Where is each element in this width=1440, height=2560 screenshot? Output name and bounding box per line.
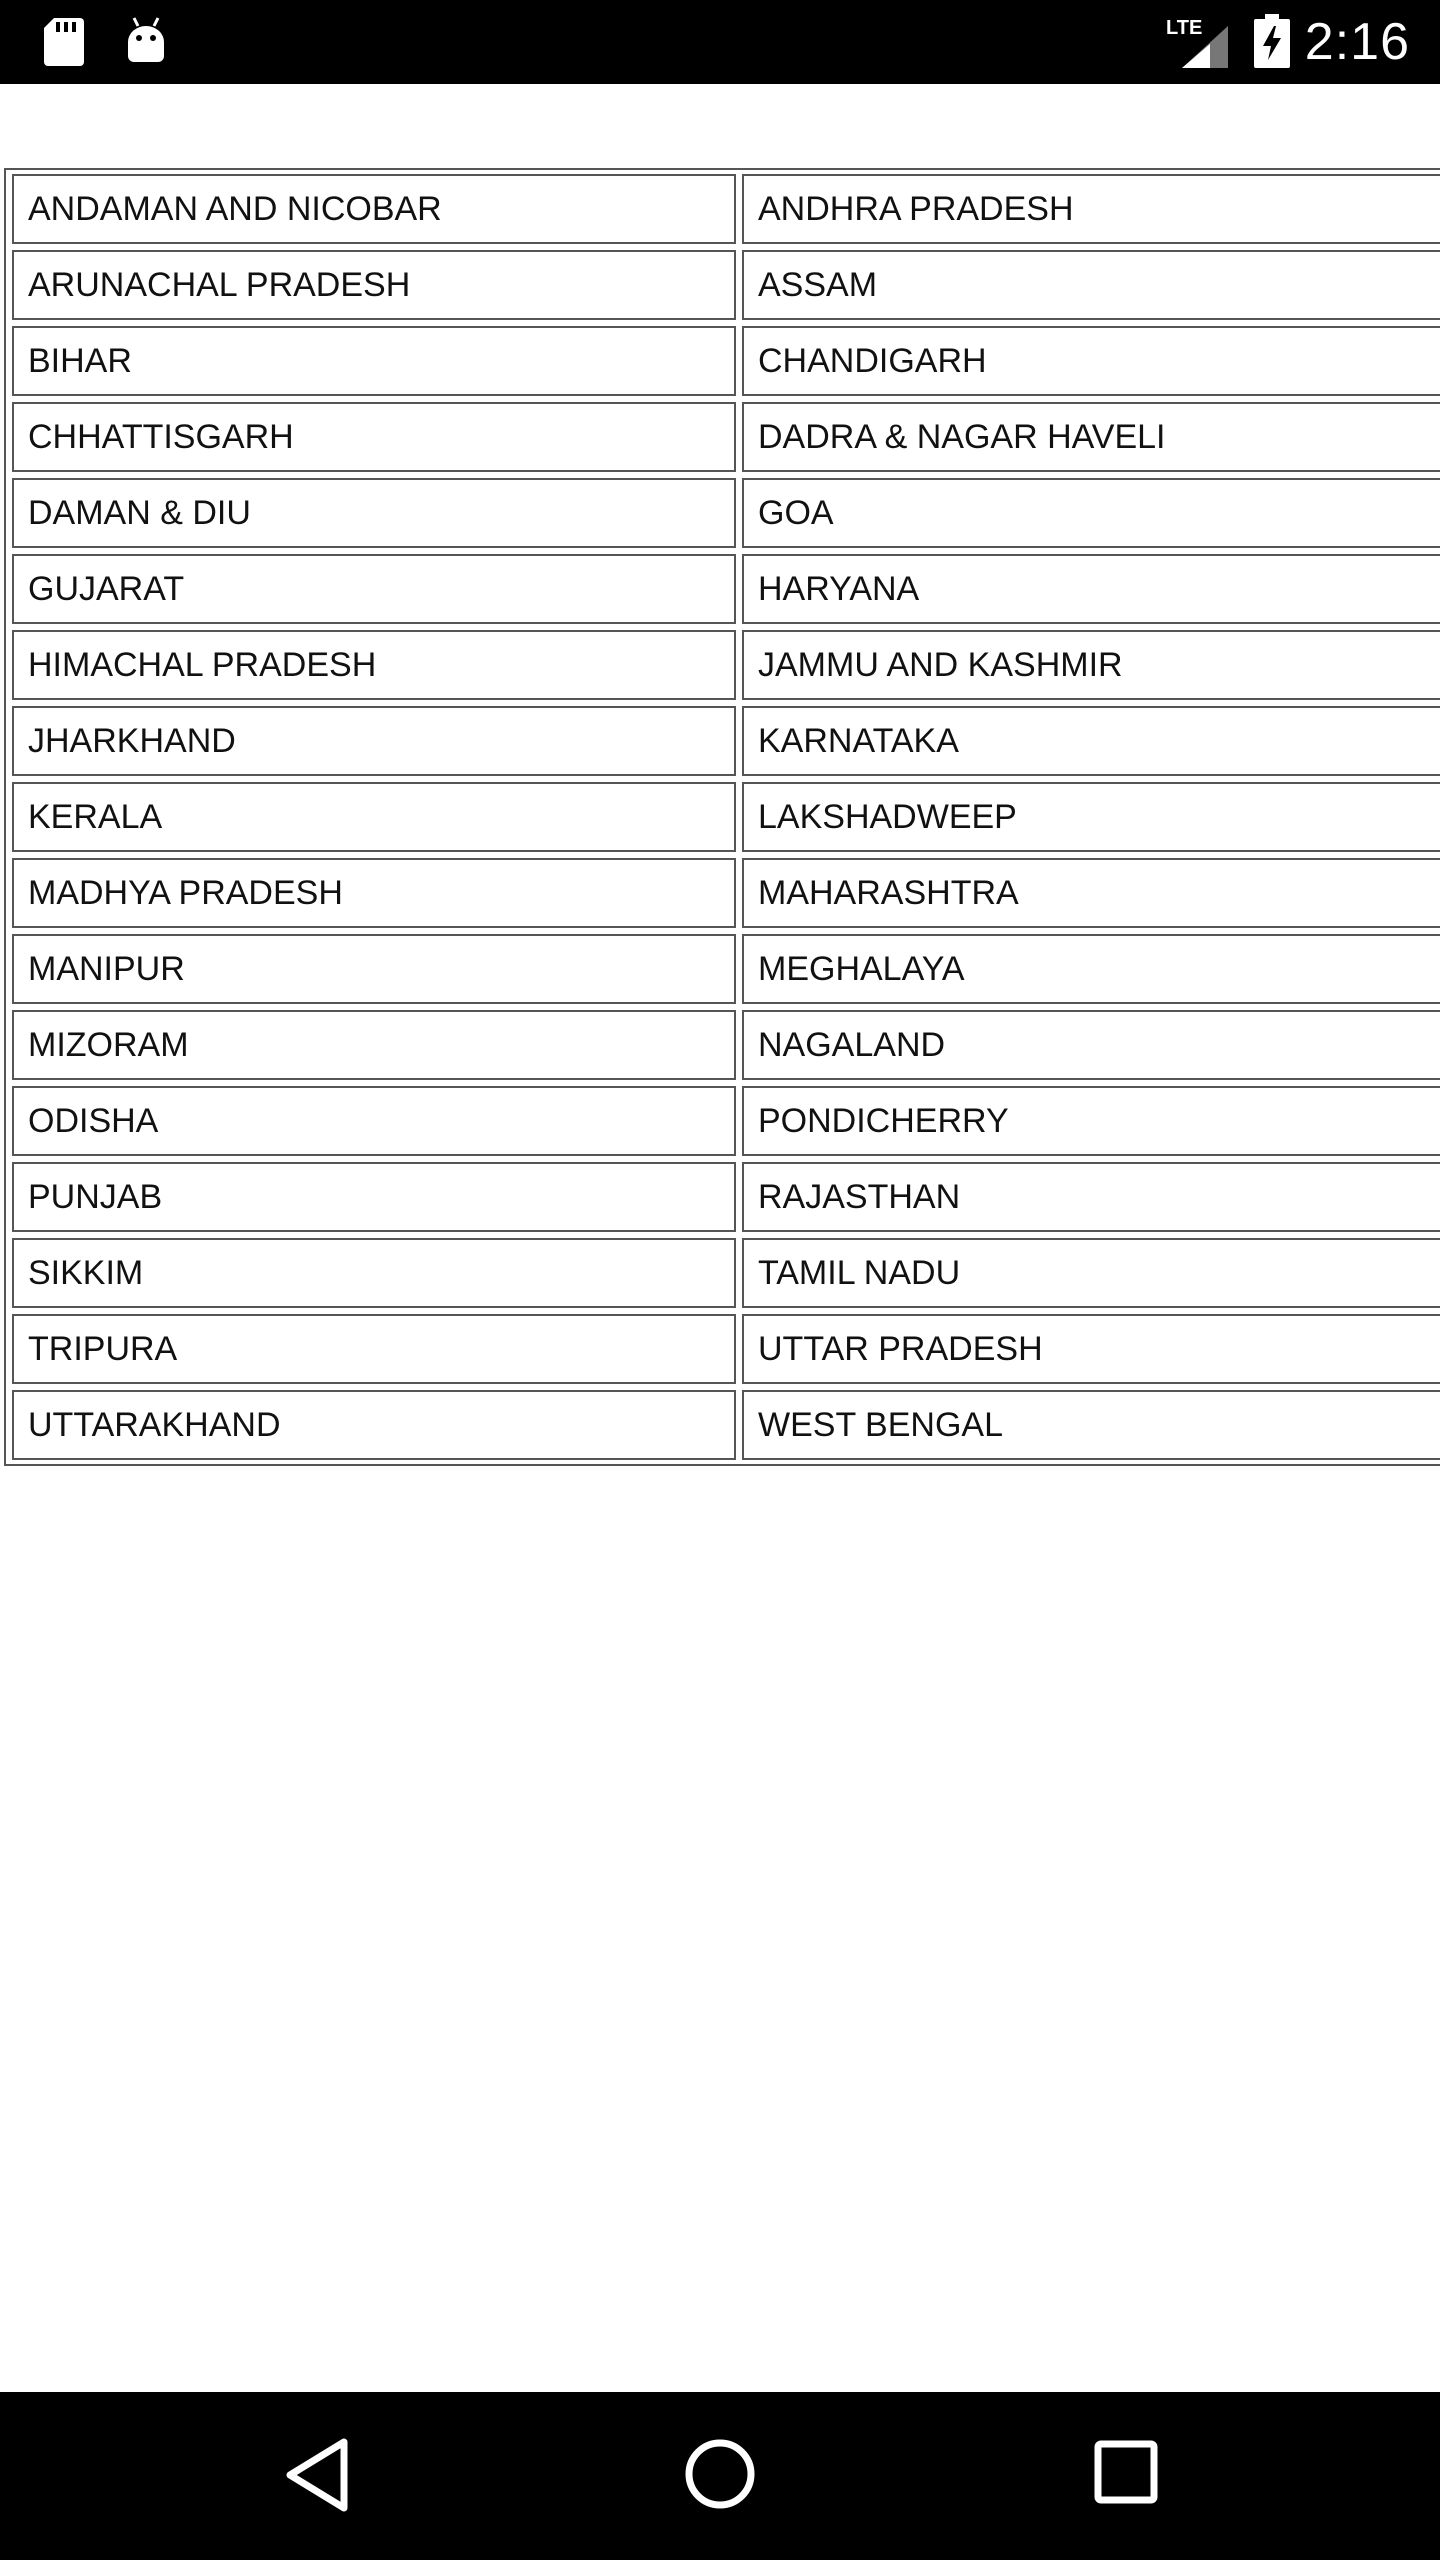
state-cell: UTTARAKHAND [12,1390,736,1460]
state-cell: HIMACHAL PRADESH [12,630,736,700]
state-cell: ANDHRA PRADESH [742,174,1440,244]
lte-signal-icon [1164,14,1230,70]
state-cell: LAKSHADWEEP [742,782,1440,852]
battery-charging-icon [1254,14,1290,68]
state-cell: CHANDIGARH [742,326,1440,396]
state-cell: PONDICHERRY [742,1086,1440,1156]
sd-card-icon [42,16,84,68]
status-bar [0,0,1440,84]
state-cell: DAMAN & DIU [12,478,736,548]
state-cell: MANIPUR [12,934,736,1004]
state-cell: WEST BENGAL [742,1390,1440,1460]
state-cell: RAJASTHAN [742,1162,1440,1232]
state-cell: HARYANA [742,554,1440,624]
state-cell: MADHYA PRADESH [12,858,736,928]
navigation-bar [0,2392,1440,2560]
back-icon[interactable] [282,2436,352,2514]
state-cell: ASSAM [742,250,1440,320]
state-cell: TRIPURA [12,1314,736,1384]
state-cell: GOA [742,478,1440,548]
state-cell: MIZORAM [12,1010,736,1080]
state-cell: DADRA & NAGAR HAVELI [742,402,1440,472]
state-cell: CHHATTISGARH [12,402,736,472]
home-icon[interactable] [682,2436,758,2512]
state-cell: ODISHA [12,1086,736,1156]
state-cell: KARNATAKA [742,706,1440,776]
state-cell: MEGHALAYA [742,934,1440,1004]
status-clock: 2:16 [1304,13,1410,71]
state-cell: UTTAR PRADESH [742,1314,1440,1384]
state-cell: ARUNACHAL PRADESH [12,250,736,320]
state-cell: MAHARASHTRA [742,858,1440,928]
state-cell: JHARKHAND [12,706,736,776]
state-cell: PUNJAB [12,1162,736,1232]
state-cell: GUJARAT [12,554,736,624]
state-cell: NAGALAND [742,1010,1440,1080]
svg-text:LTE: LTE [1166,17,1203,39]
state-cell: TAMIL NADU [742,1238,1440,1308]
state-cell: KERALA [12,782,736,852]
states-table [4,168,1440,1466]
state-cell: JAMMU AND KASHMIR [742,630,1440,700]
state-cell: BIHAR [12,326,736,396]
state-cell: SIKKIM [12,1238,736,1308]
recents-icon[interactable] [1094,2440,1158,2504]
android-icon [124,16,168,64]
state-cell: ANDAMAN AND NICOBAR [12,174,736,244]
